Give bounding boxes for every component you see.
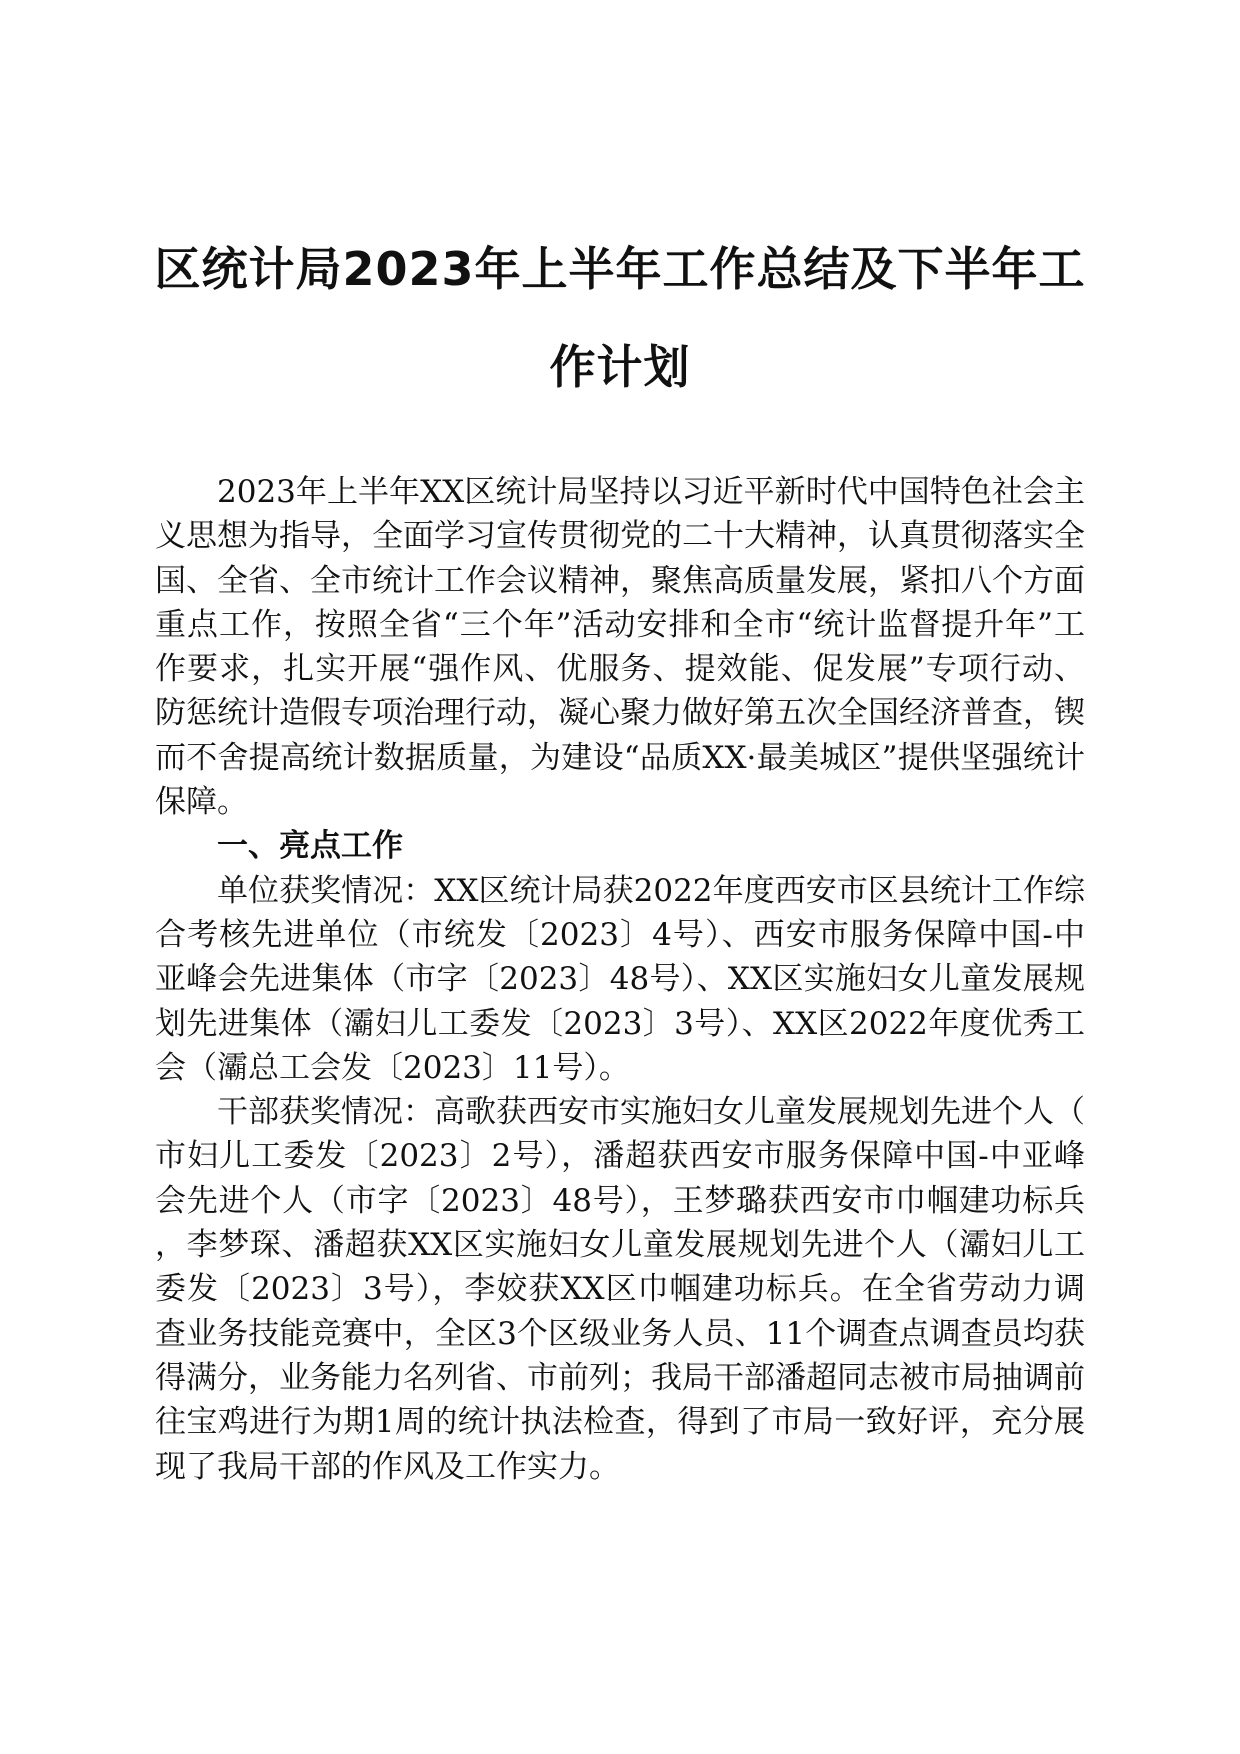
document-title <box>150 220 1090 416</box>
intro-paragraph: 2023年上半年XX区统计局坚持以习近平新时代中国特色社会主义思想为指导，全面学习宣传贯彻党的二十大精神，认真贯彻落实全国、全省、全市统计工作会议精神，聚焦高质量发展，紧扣八个方面重点工作，按照全省“三个年”活动安排和全市“统计监督提升年”工作要求，扎实开展“强作风、优服务、提效能、促发展”专项行动、防惩统计造假专项治理行动，凝心聚力做好第五次全国经济普查，锲而不舍提高统计数据质量，为建设“品质XX·最美城区”提供坚强统计保障。 <box>155 474 1085 821</box>
document-body <box>155 470 1085 1489</box>
title-line-1: 区统计局2023年上半年工作总结及下半年工 <box>154 242 1086 296</box>
section-heading-highlights: 一、亮点工作 <box>217 828 403 865</box>
unit-awards-paragraph: 单位获奖情况：XX区统计局获2022年度西安市区县统计工作综合考核先进单位（市统发〔2023〕4号）、西安市服务保障中国-中亚峰会先进集体（市字〔2023〕48号）、XX区实施妇女儿童发展规划先进集体（灞妇儿工委发〔2023〕3号）、XX区2022年度优秀工会（灞总工会发〔2023〕11号）。 <box>155 872 1085 1086</box>
title-line-2: 作计划 <box>549 340 691 394</box>
cadre-awards-paragraph: 干部获奖情况：高歌获西安市实施妇女儿童发展规划先进个人（市妇儿工委发〔2023〕2号），潘超获西安市服务保障中国-中亚峰会先进个人（市字〔2023〕48号），王梦璐获西安市巾帼建功标兵，李梦琛、潘超获XX区实施妇女儿童发展规划先进个人（灞妇儿工委发〔2023〕3号），李姣获XX区巾帼建功标兵。在全省劳动力调查业务技能竞赛中，全区3个区级业务人员、11个调查点调查员均获得满分，业务能力名列省、市前列；我局干部潘超同志被市局抽调前往宝鸡进行为期1周的统计执法检查，得到了市局一致好评，充分展现了我局干部的作风及工作实力。 <box>155 1094 1085 1485</box>
